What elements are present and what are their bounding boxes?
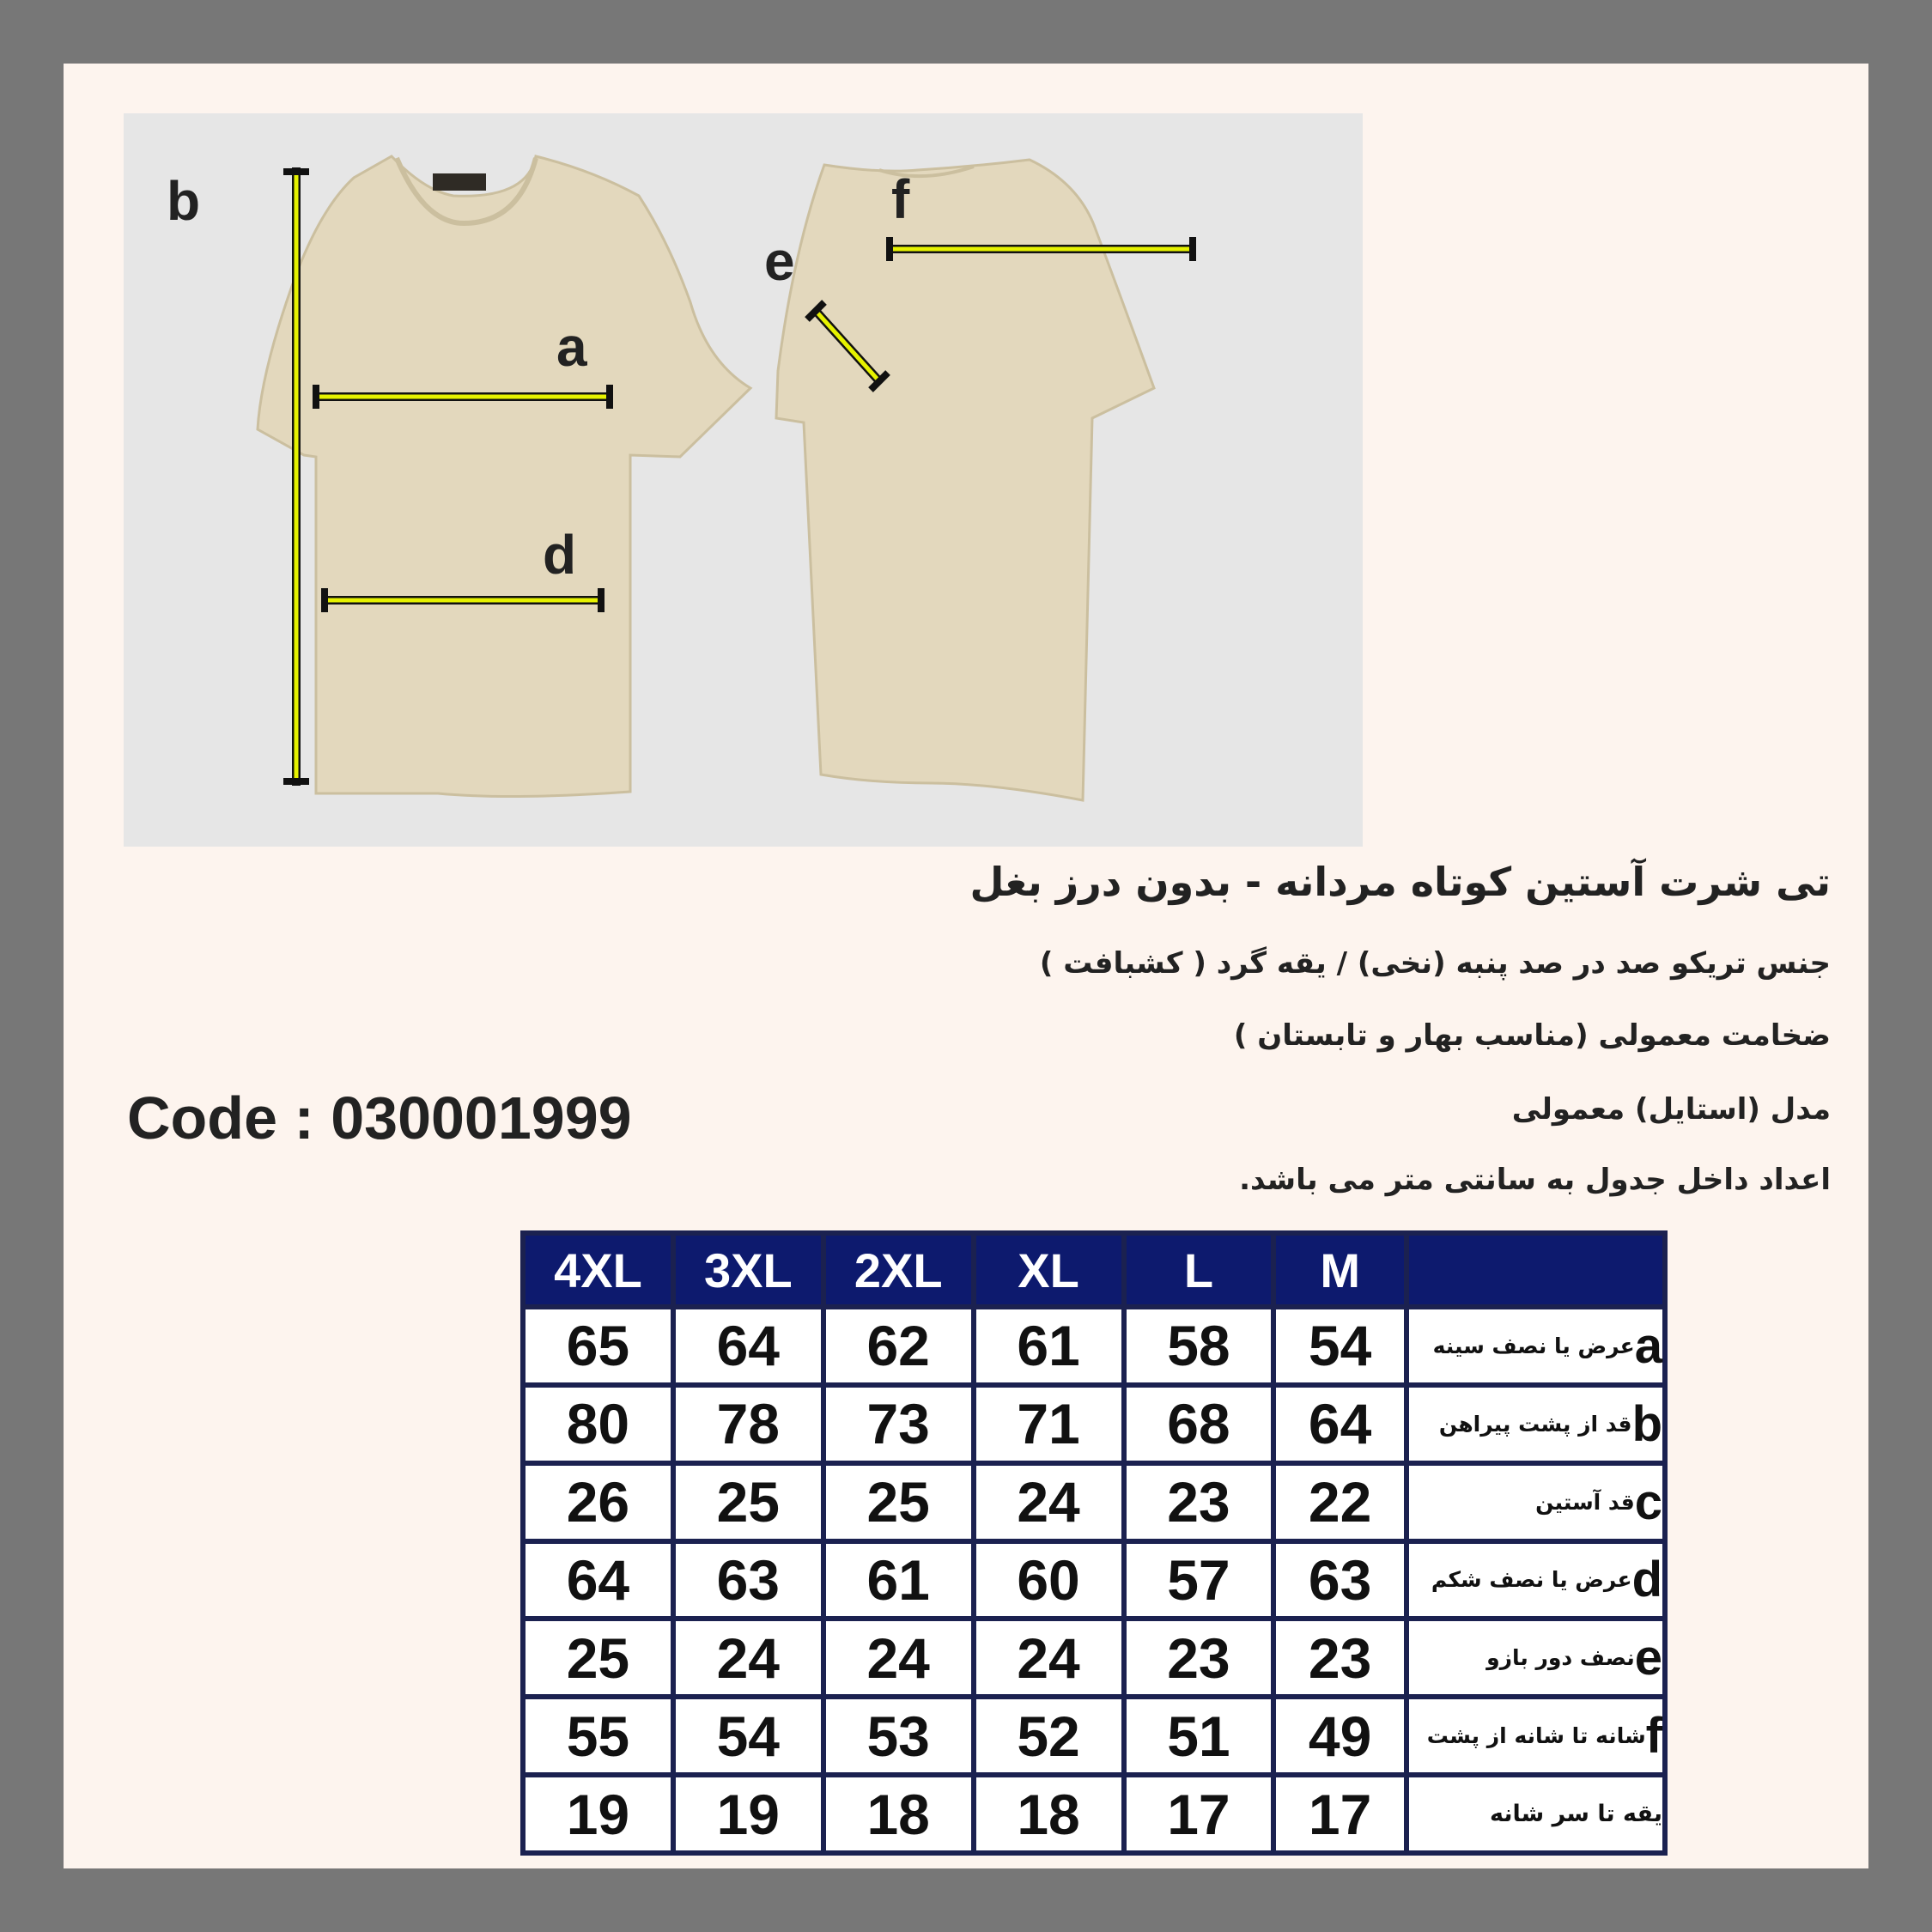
- cell-value: 25: [526, 1621, 671, 1694]
- table-row: [526, 1777, 1662, 1850]
- size-header: M: [1276, 1236, 1404, 1304]
- cell-value: 26: [526, 1466, 671, 1539]
- row-label-text: نصف دور بازو: [1486, 1645, 1635, 1671]
- row-label-text: یقه تا سر شانه: [1490, 1801, 1662, 1828]
- cell-value: 54: [676, 1699, 821, 1772]
- cell-value: 65: [526, 1309, 671, 1382]
- row-label: [1409, 1777, 1662, 1850]
- cell-value: 18: [976, 1777, 1121, 1850]
- row-letter: e: [1634, 1630, 1662, 1686]
- row-letter: a: [1634, 1317, 1662, 1374]
- table-row: [526, 1621, 1662, 1694]
- size-header: XL: [976, 1236, 1121, 1304]
- table-row: [526, 1466, 1662, 1539]
- cell-value: 24: [826, 1621, 971, 1694]
- label-f: f: [891, 168, 910, 230]
- cell-value: 73: [826, 1388, 971, 1461]
- table-row: [526, 1388, 1662, 1461]
- unit-note: اعداد داخل جدول به سانتی متر می باشد.: [1239, 1163, 1831, 1197]
- row-letter: c: [1634, 1473, 1662, 1530]
- material-text: جنس تریکو صد در صد پنبه (نخی) / یقه گرد ( کشبافت ): [1039, 946, 1831, 981]
- cell-value: 52: [976, 1699, 1121, 1772]
- cell-value: 17: [1276, 1777, 1404, 1850]
- cell-value: 25: [676, 1466, 821, 1539]
- row-label: [1409, 1388, 1662, 1461]
- cell-value: 68: [1127, 1388, 1272, 1461]
- cell-value: 61: [976, 1309, 1121, 1382]
- row-label: [1409, 1621, 1662, 1694]
- cell-value: 78: [676, 1388, 821, 1461]
- label-e: e: [764, 230, 795, 292]
- back-tshirt-shape: [776, 160, 1154, 800]
- size-header: L: [1127, 1236, 1272, 1304]
- cell-value: 80: [526, 1388, 671, 1461]
- cell-value: 57: [1127, 1544, 1272, 1617]
- table-row: [526, 1544, 1662, 1617]
- cell-value: 23: [1127, 1621, 1272, 1694]
- row-label-text: شانه تا شانه از پشت: [1426, 1723, 1646, 1749]
- row-label: [1409, 1699, 1662, 1772]
- cell-value: 49: [1276, 1699, 1404, 1772]
- label-b: b: [167, 170, 201, 232]
- size-header: 2XL: [826, 1236, 971, 1304]
- cell-value: 60: [976, 1544, 1121, 1617]
- size-table: [520, 1230, 1668, 1856]
- label-a: a: [556, 316, 587, 378]
- cell-value: 22: [1276, 1466, 1404, 1539]
- cell-value: 25: [826, 1466, 971, 1539]
- row-label-text: قد آستین: [1535, 1489, 1635, 1515]
- style-text: مدل (استایل) معمولی: [1511, 1092, 1831, 1127]
- row-letter: f: [1645, 1708, 1662, 1765]
- cell-value: 19: [526, 1777, 671, 1850]
- cell-value: 64: [1276, 1388, 1404, 1461]
- cell-value: 64: [526, 1544, 671, 1617]
- row-label: [1409, 1309, 1662, 1382]
- measure-header-empty: [1409, 1236, 1662, 1304]
- size-header: 3XL: [676, 1236, 821, 1304]
- thickness-text: ضخامت معمولی (مناسب بهار و تابستان ): [1233, 1018, 1831, 1053]
- cell-value: 58: [1127, 1309, 1272, 1382]
- table-row: [526, 1699, 1662, 1772]
- cell-value: 53: [826, 1699, 971, 1772]
- cell-value: 23: [1276, 1621, 1404, 1694]
- size-header-row: [526, 1236, 1662, 1304]
- tshirt-diagram: [124, 113, 1363, 847]
- tshirt-illustration: [124, 113, 1363, 847]
- cell-value: 61: [826, 1544, 971, 1617]
- product-code: Code : 030001999: [127, 1084, 632, 1151]
- cell-value: 24: [676, 1621, 821, 1694]
- cell-value: 24: [976, 1621, 1121, 1694]
- row-label-text: قد از پشت پیراهن: [1438, 1411, 1632, 1437]
- row-letter: d: [1631, 1552, 1662, 1608]
- cell-value: 55: [526, 1699, 671, 1772]
- size-header: 4XL: [526, 1236, 671, 1304]
- cell-value: 51: [1127, 1699, 1272, 1772]
- product-title: تی شرت آستین کوتاه مردانه - بدون درز بغل: [969, 859, 1831, 905]
- cell-value: 63: [1276, 1544, 1404, 1617]
- row-letter: b: [1631, 1395, 1662, 1452]
- cell-value: 24: [976, 1466, 1121, 1539]
- row-label: [1409, 1544, 1662, 1617]
- front-tshirt-shape: [258, 156, 750, 797]
- cell-value: 62: [826, 1309, 971, 1382]
- table-row: [526, 1309, 1662, 1382]
- cell-value: 63: [676, 1544, 821, 1617]
- cell-value: 64: [676, 1309, 821, 1382]
- label-d: d: [543, 524, 577, 586]
- cell-value: 71: [976, 1388, 1121, 1461]
- cell-value: 17: [1127, 1777, 1272, 1850]
- cell-value: 54: [1276, 1309, 1404, 1382]
- row-label: [1409, 1466, 1662, 1539]
- cell-value: 18: [826, 1777, 971, 1850]
- row-label-text: عرض یا نصف شکم: [1431, 1567, 1632, 1593]
- cell-value: 19: [676, 1777, 821, 1850]
- cell-value: 23: [1127, 1466, 1272, 1539]
- row-label-text: عرض یا نصف سینه: [1432, 1333, 1635, 1358]
